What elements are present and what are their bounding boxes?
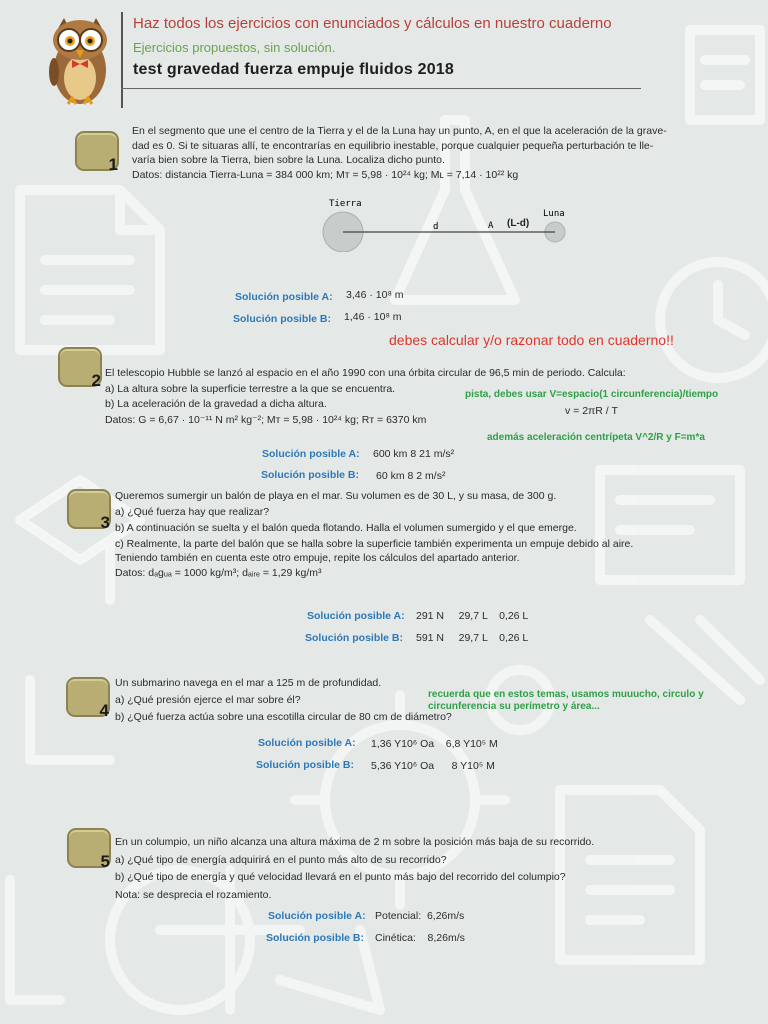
statement-line: b) A continuación se suelta y el balón queda flotando. Halla el volumen sumergido y el que emerge. [115, 522, 577, 534]
point-a-label: A [488, 221, 494, 231]
solution-a-label: Solución posible A: [268, 910, 366, 922]
exercise-4-statement [115, 675, 452, 726]
header-subtitle: Ejercicios propuestos, sin solución. [133, 40, 336, 55]
solution-b-value: Cinética: 8,26m/s [375, 932, 465, 944]
statement-line: b) ¿Qué tipo de energía y qué velocidad llevará en el punto más bajo del recorrido del columpio? [115, 871, 566, 883]
earth-moon-diagram [315, 196, 575, 252]
statement-line: b) ¿Qué fuerza actúa sobre una escotilla circular de 80 cm de diámetro? [115, 711, 452, 723]
solution-b-label: Solución posible B: [256, 759, 355, 771]
statement-line: Datos: G = 6,67 · 10⁻¹¹ N m² kg⁻²; Mт = 5,98 · 10²⁴ kg; Rт = 6370 km [105, 413, 427, 426]
statement-line: El telescopio Hubble se lanzó al espacio en el año 1990 con una órbita circular de 96,5 min de periodo. Calcula: [105, 367, 626, 379]
moon-label: Luna [543, 209, 565, 219]
solution-b-value: 591 N 29,7 L 0,26 L [416, 632, 529, 644]
orbital-velocity-formula [565, 405, 618, 417]
header-underline [121, 88, 641, 89]
exercise-number: 1 [108, 155, 118, 174]
header-instruction: Haz todos los ejercicios con enunciados y cálculos en nuestro cuaderno [133, 15, 612, 32]
exercise-number: 3 [100, 513, 110, 532]
exercise-number: 2 [91, 371, 101, 390]
solution-b-value: 1,46 · 10⁸ m [344, 311, 402, 323]
solution-b-value: 60 km 8 2 m/s² [376, 470, 446, 482]
exercise-3-statement [115, 488, 633, 582]
statement-line: varía bien sobre la Tierra, bien sobre la Luna. Localiza dicho punto. [132, 154, 445, 166]
exercise-1-statement [132, 124, 667, 182]
solution-b-label: Solución posible B: [266, 932, 365, 944]
statement-line: Nota: se desprecia el rozamiento. [115, 888, 272, 901]
owl-mascot-icon [46, 12, 116, 110]
statement-line: En un columpio, un niño alcanza una altura máxima de 2 m sobre la posición más baja de su recorrido. [115, 836, 595, 848]
header-divider [121, 12, 123, 108]
page-title: test gravedad fuerza empuje fluidos 2018 [133, 61, 454, 78]
exercise-5-statement [115, 834, 594, 904]
solution-a-value: 600 km 8 21 m/s² [373, 448, 455, 460]
statement-line: a) ¿Qué fuerza hay que realizar? [115, 506, 270, 518]
solution-a-value: 3,46 · 10⁸ m [346, 289, 404, 301]
exercise-badge-1 [75, 131, 119, 174]
statement-line: a) ¿Qué tipo de energía adquirirá en el punto más alto de su recorrido? [115, 853, 447, 866]
statement-line: b) La aceleración de la gravedad a dicha altura. [105, 398, 327, 410]
distance-ld-label: (L-d) [507, 218, 530, 229]
hint-circle: recuerda que en estos temas, usamos muuucho, circulo y circunferencia su perímetro y área... [428, 689, 704, 712]
exercise-badge-5 [67, 828, 111, 871]
solution-b-label: Solución posible B: [261, 469, 360, 481]
statement-line: En el segmento que une el centro de la Tierra y el de la Luna hay un punto, A, en el que la aceleración de la grave- [132, 125, 667, 137]
solution-a-label: Solución posible A: [235, 291, 333, 303]
solution-b-label: Solución posible B: [305, 632, 404, 644]
hint-acceleration: además aceleración centrípeta V^2/R y F=m*a [487, 432, 705, 443]
exercise-badge-3 [67, 489, 111, 532]
statement-line: Datos: distancia Tierra-Luna = 384 000 km; Mт = 5,98 · 10²⁴ kg; Mʟ = 7,14 · 10²² kg [132, 168, 519, 181]
solution-b-value: 5,36 Y10⁶ Oa 8 Y10⁵ M [371, 760, 495, 772]
reminder-note: debes calcular y/o razonar todo en cuaderno!! [389, 332, 674, 348]
exercise-number: 4 [99, 701, 109, 720]
statement-line: a) La altura sobre la superficie terrestre a la que se encuentra. [105, 382, 396, 395]
statement-line: Un submarino navega en el mar a 125 m de profundidad. [115, 677, 382, 689]
statement-line: dad es 0. Si te situaras allí, te encontrarías en equilibrio inestable, porque cualquier pequeña perturbación te lle- [132, 139, 654, 152]
hint-velocity: pista, debes usar V=espacio(1 circunferencia)/tiempo [465, 389, 719, 400]
statement-line: Teniendo también en cuenta este otro empuje, repite los cálculos del apartado anterior. [115, 552, 520, 564]
exercise-badge-2 [58, 347, 102, 390]
solution-a-value: 1,36 Y10⁶ Oa 6,8 Y10⁵ M [371, 738, 498, 750]
statement-line: Datos: dₐgᵤₐ = 1000 kg/m³; dₐᵢᵣₑ = 1,29 kg/m³ [115, 567, 322, 579]
statement-line: c) Realmente, la parte del balón que se halla sobre la superficie también experimenta un empuje debido al aire. [115, 538, 634, 550]
solution-a-label: Solución posible A: [258, 737, 356, 749]
statement-line: Queremos sumergir un balón de playa en el mar. Su volumen es de 30 L, y su masa, de 300 g. [115, 490, 557, 502]
solution-a-label: Solución posible A: [307, 610, 405, 622]
formula-text: v = 2πR / T [565, 405, 618, 417]
solution-a-label: Solución posible A: [262, 448, 360, 460]
solution-a-value: Potencial: 6,26m/s [375, 910, 465, 922]
earth-label: Tierra [329, 199, 362, 209]
distance-d-label: d [433, 222, 439, 232]
solution-a-value: 291 N 29,7 L 0,26 L [416, 610, 529, 622]
solution-b-label: Solución posible B: [233, 313, 332, 325]
exercise-badge-4 [66, 677, 110, 720]
statement-line: a) ¿Qué presión ejerce el mar sobre él? [115, 694, 301, 706]
exercise-number: 5 [100, 852, 110, 871]
